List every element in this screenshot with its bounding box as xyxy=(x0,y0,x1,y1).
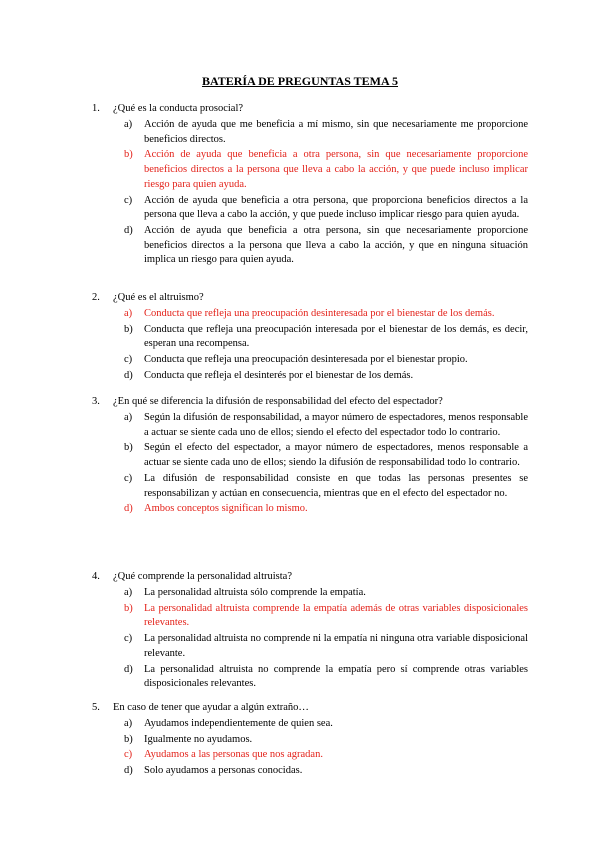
option-a-correct xyxy=(124,307,528,322)
question-5 xyxy=(92,700,528,779)
page-title: BATERÍA DE PREGUNTAS TEMA 5 xyxy=(201,74,399,88)
question-text: ¿Qué es la conducta prosocial? xyxy=(113,103,244,114)
question-text: ¿Qué comprende la personalidad altruista? xyxy=(113,571,293,582)
option-b-correct xyxy=(124,602,528,631)
question-number: 3. xyxy=(92,396,100,407)
option-letter: b) xyxy=(124,602,133,614)
question-stem xyxy=(92,101,528,117)
option-letter: b) xyxy=(124,149,133,161)
option-text: Igualmente no ayudamos. xyxy=(144,733,253,745)
option-text: Acción de ayuda que me beneficia a mí mismo, sin que necesariamente me proporcione beneficios directos. xyxy=(144,119,528,145)
option-letter: a) xyxy=(124,718,133,729)
option-letter: d) xyxy=(124,765,133,777)
option-d xyxy=(124,663,528,692)
question-4 xyxy=(92,569,528,692)
question-stem xyxy=(92,394,528,410)
question-1 xyxy=(92,101,528,268)
option-letter: a) xyxy=(124,587,133,598)
option-b xyxy=(124,441,528,470)
option-a xyxy=(124,717,528,732)
question-number: 5. xyxy=(92,702,100,713)
question-text: ¿En qué se diferencia la difusión de responsabilidad del efecto del espectador? xyxy=(113,396,443,407)
option-letter: b) xyxy=(124,733,133,745)
option-letter: d) xyxy=(124,369,133,381)
option-text: Según la difusión de responsabilidad, a mayor número de espectadores, menos responsable a actuar se siente cada uno de ellos; siendo el efecto del espectador todo lo contrario. xyxy=(144,412,528,438)
option-b xyxy=(124,733,528,748)
option-a xyxy=(124,586,528,601)
option-letter: a) xyxy=(124,119,133,130)
option-text: Conducta que refleja una preocupación desinteresada por el bienestar de los demás. xyxy=(144,308,495,319)
option-text: La personalidad altruista sólo comprende la empatía. xyxy=(144,587,366,598)
question-text: ¿Qué es el altruismo? xyxy=(113,292,204,303)
option-letter: b) xyxy=(124,442,133,454)
option-text: Ayudamos a las personas que nos agradan. xyxy=(144,749,323,761)
option-text: Acción de ayuda que beneficia a otra persona, sin que necesariamente proporcione beneficios directos a la persona que lleva a cabo la acción, y que puede incluso implicar riesgo para quien ayuda. xyxy=(144,149,528,190)
question-number: 1. xyxy=(92,103,100,114)
question-3 xyxy=(92,394,528,517)
option-text: Acción de ayuda que beneficia a otra persona, sin que necesariamente proporcione beneficios directos a la persona que lleva a cabo la acción, y que en ninguna situación implica un riesgo para quien ayuda. xyxy=(144,224,528,266)
option-c xyxy=(124,472,528,501)
question-stem xyxy=(92,290,528,306)
option-text: Ambos conceptos significan lo mismo. xyxy=(144,503,308,515)
question-number: 2. xyxy=(92,292,100,303)
option-letter: c) xyxy=(124,354,133,366)
option-a xyxy=(124,118,528,147)
option-text: Conducta que refleja el desinterés por el bienestar de los demás. xyxy=(144,369,414,381)
question-2 xyxy=(92,290,528,384)
option-text: Según el efecto del espectador, a mayor número de espectadores, menos responsable a actuar se siente cada uno de ellos; siendo la difusión de responsabilidad todo lo contrario. xyxy=(144,442,528,469)
option-b-correct xyxy=(124,148,528,192)
option-letter: d) xyxy=(124,503,133,515)
question-stem xyxy=(92,700,528,716)
option-c xyxy=(124,194,528,223)
option-c xyxy=(124,632,528,661)
option-d xyxy=(124,369,528,384)
option-c xyxy=(124,353,528,368)
option-b xyxy=(124,323,528,352)
option-letter: a) xyxy=(124,412,133,423)
option-text: Acción de ayuda que beneficia a otra persona, que proporciona beneficios directos a la persona que lleva a cabo la acción, y que puede incluso implicar riesgo para quien ayuda. xyxy=(144,194,528,221)
question-text: En caso de tener que ayudar a algún extraño… xyxy=(113,702,309,713)
option-text: La personalidad altruista comprende la empatía además de otras variables disposicionales relevantes. xyxy=(144,602,528,629)
question-number: 4. xyxy=(92,571,100,582)
option-letter: d) xyxy=(124,224,133,236)
option-c-correct xyxy=(124,748,528,763)
option-letter: a) xyxy=(124,308,133,319)
option-text: La personalidad altruista no comprende ni la empatía ni ninguna otra variable disposicional relevante. xyxy=(144,633,528,659)
option-letter: d) xyxy=(124,663,133,675)
option-text: Conducta que refleja una preocupación desinteresada por el bienestar propio. xyxy=(144,354,468,366)
option-a xyxy=(124,411,528,440)
option-text: Ayudamos independientemente de quien sea. xyxy=(144,718,333,729)
option-letter: b) xyxy=(124,323,133,335)
option-d xyxy=(124,224,528,268)
option-letter: c) xyxy=(124,633,133,645)
option-text: La difusión de responsabilidad consiste en que todas las personas presentes se responsabilizan y actúan en consecuencia, mientras que en el efecto del espectador no. xyxy=(144,472,528,499)
option-letter: c) xyxy=(124,472,133,484)
option-d-correct xyxy=(124,502,528,517)
question-stem xyxy=(92,569,528,585)
option-text: Solo ayudamos a personas conocidas. xyxy=(144,765,303,777)
option-d xyxy=(124,764,528,779)
option-letter: c) xyxy=(124,749,133,761)
option-text: La personalidad altruista no comprende la empatía pero sí comprende otras variables disposicionales relevantes. xyxy=(144,663,528,690)
option-text: Conducta que refleja una preocupación interesada por el bienestar de los demás, es decir, esperan una recompensa. xyxy=(144,323,528,350)
option-letter: c) xyxy=(124,194,133,206)
